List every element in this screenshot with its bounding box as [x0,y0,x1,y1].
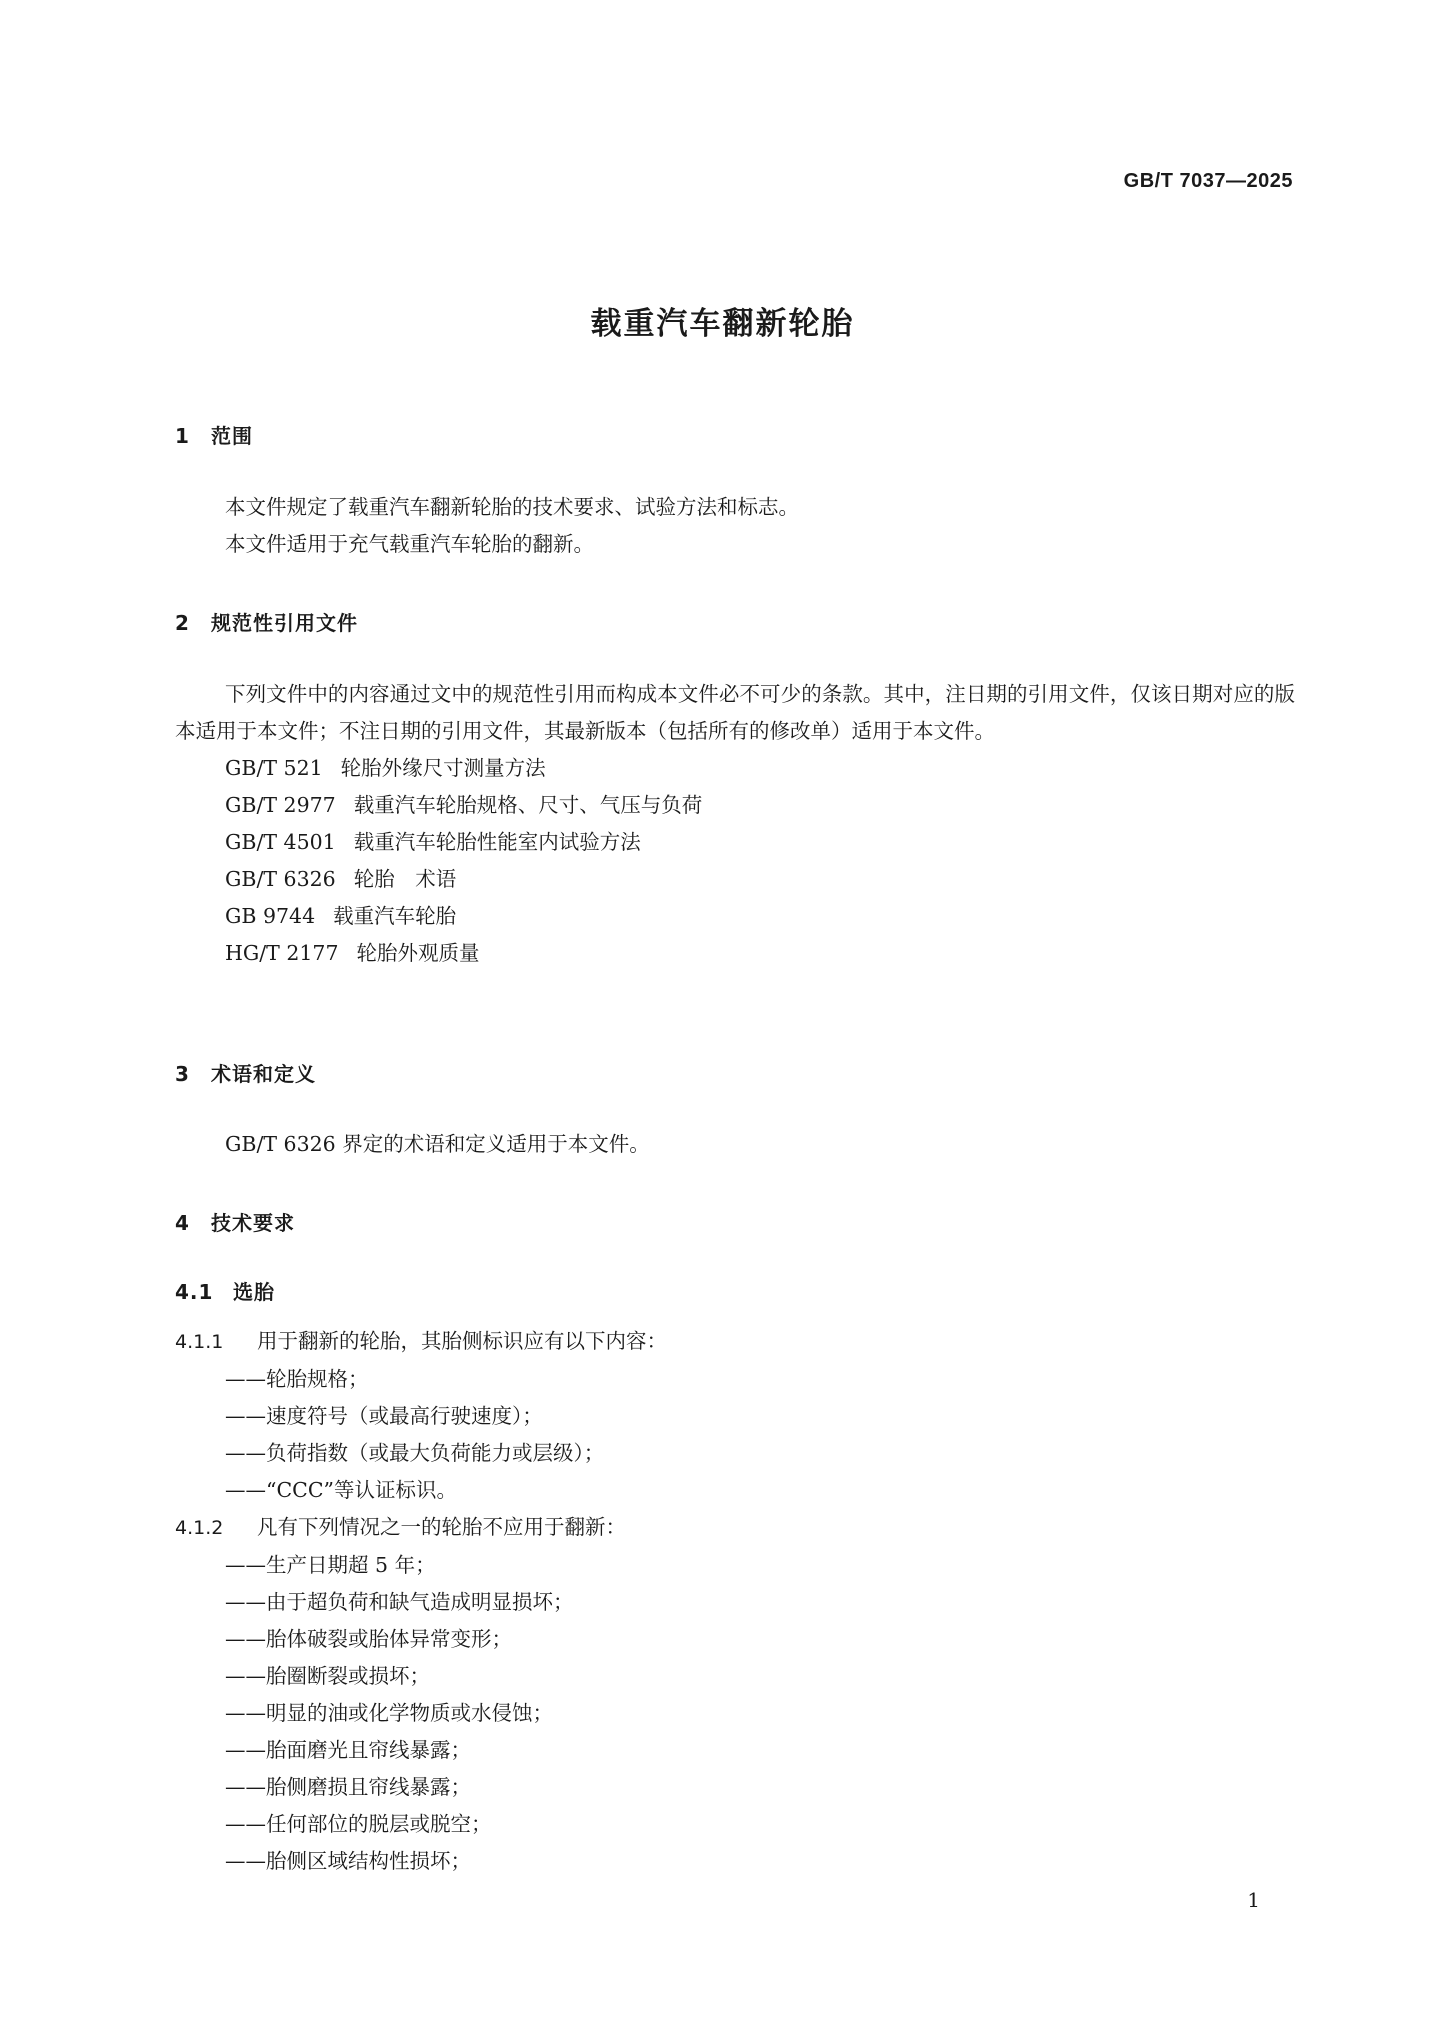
section-3-heading [175,1058,316,1087]
list-item: ——胎侧磨损且帘线暴露； [225,1775,471,1799]
section-number: 4 [175,1211,190,1235]
subsection-label: 选胎 [233,1280,275,1304]
list-item: ——“CCC”等认证标识。 [225,1478,458,1502]
clause-4-1-2 [175,1509,1295,1547]
paragraph: 下列文件中的内容通过文中的规范性引用而构成本文件必不可少的条款。其中，注日期的引用文件，仅该日期对应的版本适用于本文件；不注日期的引用文件，其最新版本（包括所有的修改单）适用于本文件。 [175,682,1295,743]
section-1-body [175,489,1295,563]
section-label: 范围 [211,424,253,448]
list-item: ——生产日期超 5 年； [225,1553,436,1577]
reference-code: GB/T 2977 [225,793,336,817]
reference-item [175,898,1295,935]
section-4-body [175,1323,1295,1880]
reference-code: GB 9744 [225,904,316,928]
list-item: ——任何部位的脱层或脱空； [225,1812,492,1836]
section-number: 1 [175,424,190,448]
section-label: 术语和定义 [211,1062,316,1086]
reference-title: 轮胎外缘尺寸测量方法 [340,756,546,780]
clause-text: 凡有下列情况之一的轮胎不应用于翻新： [257,1515,626,1539]
reference-code: GB/T 521 [225,756,323,780]
document-title: 载重汽车翻新轮胎 [590,306,855,342]
list-item: ——胎体破裂或胎体异常变形； [225,1627,512,1651]
section-3-body [175,1126,1295,1163]
section-label: 技术要求 [211,1211,295,1235]
subsection-4-1-heading [175,1276,275,1305]
section-2-body [175,676,1295,972]
section-1-heading [175,420,253,449]
list-item: ——轮胎规格； [225,1367,369,1391]
section-2-heading [175,607,358,636]
reference-title: 载重汽车轮胎 [333,904,457,928]
list-item: ——明显的油或化学物质或水侵蚀； [225,1701,553,1725]
page-number: 1 [1247,1888,1260,1912]
reference-code: GB/T 6326 [225,867,336,891]
section-4-heading [175,1207,295,1236]
list-item: ——胎侧区域结构性损坏； [225,1849,471,1873]
reference-title: 载重汽车轮胎规格、尺寸、气压与负荷 [353,793,703,817]
reference-title: 载重汽车轮胎性能室内试验方法 [353,830,641,854]
reference-code: HG/T 2177 [225,941,339,965]
section-number: 2 [175,611,190,635]
section-number: 3 [175,1062,190,1086]
reference-title: 轮胎 术语 [353,867,457,891]
list-item: ——胎面磨光且帘线暴露； [225,1738,471,1762]
section-label: 规范性引用文件 [211,611,358,635]
clause-text: 用于翻新的轮胎，其胎侧标识应有以下内容： [257,1329,667,1353]
subsection-number: 4.1 [175,1280,214,1304]
list-item: ——由于超负荷和缺气造成明显损坏； [225,1590,574,1614]
clause-number: 4.1.2 [175,1517,224,1539]
reference-item [175,787,1295,824]
list-item: ——速度符号（或最高行驶速度）； [225,1404,543,1428]
clause-4-1-1 [175,1323,1295,1361]
list-item: ——胎圈断裂或损坏； [225,1664,430,1688]
reference-code: GB/T 4501 [225,830,336,854]
reference-title: 轮胎外观质量 [356,941,480,965]
paragraph: GB/T 6326 界定的术语和定义适用于本文件。 [225,1132,650,1156]
clause-number: 4.1.1 [175,1331,224,1353]
reference-item [175,935,1295,972]
list-item: ——负荷指数（或最大负荷能力或层级）； [225,1441,605,1465]
reference-item [175,824,1295,861]
reference-item [175,750,1295,787]
standard-code: GB/T 7037—2025 [1123,170,1293,192]
reference-item [175,861,1295,898]
paragraph: 本文件适用于充气载重汽车轮胎的翻新。 [225,532,594,556]
paragraph: 本文件规定了载重汽车翻新轮胎的技术要求、试验方法和标志。 [225,495,799,519]
